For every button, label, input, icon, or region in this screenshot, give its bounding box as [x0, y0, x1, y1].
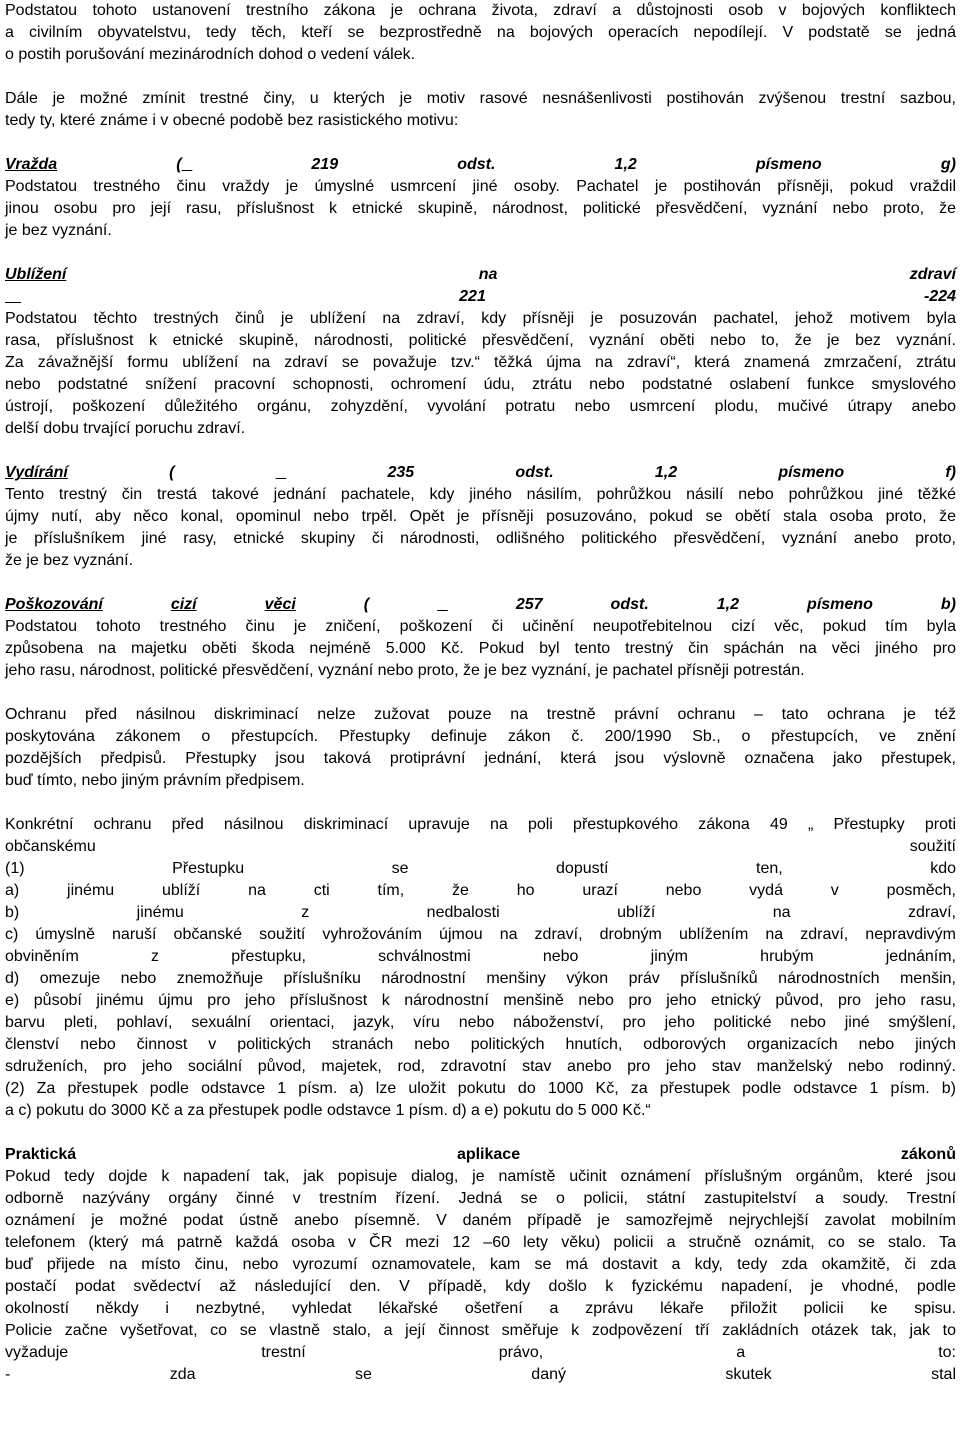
heading-word: 1,2	[614, 156, 637, 173]
section-numbers	[5, 286, 956, 308]
text-line: Podstatou trestného činu vraždy je úmyslné usmrcení jiné osoby. Pachatel je postihován přísněji, pokud vraždil	[5, 178, 956, 195]
dale-paragraph	[5, 88, 956, 132]
section-heading	[5, 154, 956, 176]
text-line: barvu pleti, pohlaví, sexuální orientaci, jazyk, víru nebo náboženství, pro jeho politické nebo jiné smýšlení,	[5, 1014, 956, 1031]
text-line: o postih porušování mezinárodních dohod o vedení válek.	[5, 46, 416, 63]
text-line: občanskému soužití	[5, 838, 956, 855]
text-line: tedy ty, které známe i v obecné podobě bez rasistického motivu:	[5, 112, 459, 129]
text-line: újmy nutí, aby něco konal, opominul nebo trpěl. Opět je přísněji posuzováno, pokud se obětí stala osoba proto, že	[5, 508, 956, 525]
section-number: 221	[459, 288, 486, 305]
text-line: způsobena na majetku oběti škoda nejméně 5.000 Kč. Pokud byl tento trestný čin spáchán na věci jiného pro	[5, 640, 956, 657]
text-line: nebo podstatné snížení pracovní schopnosti, ochromení údu, ztrátu nebo podstatné oslabení funkce smyslového	[5, 376, 956, 393]
text-line: (2) Za přestupek podle odstavce 1 písm. a) lze uložit pokutu do 1000 Kč, za přestupek podle odstavce 1 písm. b)	[5, 1080, 956, 1097]
heading-word: 219	[311, 156, 339, 173]
section-heading	[5, 462, 956, 484]
text-line: Ochranu před násilnou diskriminací nelze zužovat pouze na trestně právní ochranu – tato ochrana je též	[5, 706, 956, 723]
text-line: Podstatou tohoto ustanovení trestního zákona je ochrana života, zdraví a důstojnosti osob v bojových konfliktech	[5, 2, 956, 19]
section-ublizeni	[5, 264, 956, 440]
heading-word: věci	[264, 596, 296, 613]
heading-word: b)	[940, 596, 956, 613]
text-line: Podstatou tohoto trestného činu je zničení, poškození či učinění neupotřebitelnou cizí věc, pokud tím byla	[5, 618, 956, 635]
text-line: Policie začne vyšetřovat, co se vlastně stalo, a její činnost směřuje k zodpovězení tří zakládních otázek tak, jak to	[5, 1322, 956, 1339]
text-line: buď přijede na místo činu, nebo vyrozumí oznamovatele, kam se má dostavit a kdy, tedy zda okamžitě, či zda	[5, 1256, 956, 1273]
text-line: c) úmyslně naruší občanské soužití vyhrožováním újmou na zdraví, drobným ublížením na zdraví, nepravdivým	[5, 926, 956, 943]
text-line: sdruženích, pro jeho sociální původ, majetek, rod, zdravotní stav anebo pro jeho stav manželský nebo rodinný.	[5, 1058, 956, 1075]
heading-word: zdraví	[909, 266, 956, 283]
text-line: Za závažnější formu ublížení na zdraví se považuje tzv.“ těžká újma na zdraví“, která znamená zmrzačení, ztrátu	[5, 354, 956, 371]
section-sign-icon	[437, 594, 448, 616]
heading-word: 1,2	[654, 464, 678, 481]
text-line: je příslušníkem jiné rasy, etnické skupiny či národnosti, odlišného politického přesvědčení, vyznání anebo proto,	[5, 530, 956, 547]
heading-word: 235	[387, 464, 415, 481]
text-line: pozdějších předpisů. Přestupky jsou taková protiprávní jednání, která jsou výslovně označena jako přestupek,	[5, 750, 956, 767]
heading-word: (	[363, 596, 370, 613]
heading-word: Vražda	[5, 156, 58, 173]
section-sign-icon	[182, 154, 193, 176]
heading-word: Praktická	[5, 1146, 77, 1163]
section-number: -224	[923, 288, 956, 305]
text-line: že je bez vyznání.	[5, 552, 134, 569]
heading-word: f)	[945, 464, 956, 481]
text-line: Podstatou těchto trestných činů je ublížení na zdraví, kdy přísněji je posuzován pachatel, jehož motivem byla	[5, 310, 956, 327]
text-line: obviněním z přestupku, schválnostmi nebo jiným hrubým jednáním,	[5, 948, 956, 965]
text-line: (1) Přestupku se dopustí ten, kdo	[5, 860, 956, 877]
text-line: vyžaduje trestní právo, a to:	[5, 1344, 956, 1361]
text-line: poskytována zákonem o přestupcích. Přestupky definuje zákon č. 200/1990 Sb., o přestupcích, ve znění	[5, 728, 956, 745]
text-line: buď tímto, nebo jiným právním předpisem.	[5, 772, 305, 789]
text-line: a civilním obyvatelstvu, tedy těch, kteří se bezprostředně na bojových operacích nepodílejí. V podstatě se jedná	[5, 24, 956, 41]
section-sign-icon	[276, 462, 287, 484]
intro-paragraph	[5, 0, 956, 66]
text-line: odborně nazývány orgány činné v trestním řízení. Jedná se o policii, státní zastupitelství a soudy. Trestní	[5, 1190, 956, 1207]
text-line: jeho rasu, národnost, politické přesvědčení, vyznání nebo proto, že je bez vyznání, je pachatel přísněji potrestán.	[5, 662, 805, 679]
text-line: a c) pokutu do 3000 Kč a za přestupek podle odstavce 1 písm. d) a e) pokutu do 5 000 Kč.“	[5, 1102, 651, 1119]
heading-word: odst.	[610, 596, 649, 613]
text-line: e) působí jinému újmu pro jeho příslušnost k národnostní menšině nebo pro jeho etnický původ, pro jeho rasu,	[5, 992, 956, 1009]
heading-word: cizí	[170, 596, 197, 613]
heading-word: 1,2	[716, 596, 740, 613]
text-line: Konkrétní ochranu před násilnou diskriminací upravuje na poli přestupkového zákona 49 „ Přestupky proti	[5, 816, 956, 833]
text-line: telefonem (který má patrně každá osoba v ČR mezi 12 –60 lety věku) policii a stručně oznámit, co se stalo. Ta	[5, 1234, 956, 1251]
text-line: je bez vyznání.	[5, 222, 112, 239]
heading-word: písmeno	[778, 464, 845, 481]
section-heading	[5, 264, 956, 286]
section-vydirani	[5, 462, 956, 572]
heading-word: 257	[515, 596, 543, 613]
heading-word: Ublížení	[5, 266, 67, 283]
text-line: členství nebo činnost v politických stranách nebo politických hnutích, odborových organizacích nebo jiných	[5, 1036, 956, 1053]
text-line: postačí podat svědectví až následující den. V případě, kdy došlo k fyzickému napadení, je vhodné, podle	[5, 1278, 956, 1295]
text-line: Pokud tedy dojde k napadení tak, jak popisuje dialog, je namístě učinit oznámení příslušným orgánům, které jsou	[5, 1168, 956, 1185]
heading-word: odst.	[515, 464, 554, 481]
heading-word: písmeno	[807, 596, 873, 613]
heading-word: písmeno	[755, 156, 822, 173]
section-prakticka	[5, 1144, 956, 1386]
heading-word: na	[478, 266, 498, 283]
heading-word: aplikace	[456, 1146, 521, 1163]
section-heading	[5, 594, 956, 616]
heading-word: (	[169, 464, 175, 481]
text-line: - zda se daný skutek stal	[5, 1366, 956, 1383]
heading-word: (	[176, 156, 182, 173]
text-line: oznámení je možné podat ústně anebo písemně. V daném případě je samozřejmě nejrychlejší zavolat mobilním	[5, 1212, 956, 1229]
text-line: okolností někdy i nezbytné, vyhledat lékařské ošetření a zprávu lékaře přiložit policii ke spisu.	[5, 1300, 956, 1317]
text-line: ústrojí, poškození důležitého orgánu, zohyzdění, vyvolání potratu nebo usmrcení plodu, mučivé útrapy anebo	[5, 398, 956, 415]
text-line: Dále je možné zmínit trestné činy, u kterých je motiv rasové nesnášenlivosti postihován zvýšenou trestní sazbou,	[5, 90, 956, 107]
konkretni-paragraph	[5, 814, 956, 1122]
heading-word: zákonů	[900, 1146, 956, 1163]
text-line: d) omezuje nebo znemožňuje příslušníku národnostní menšiny výkon práv příslušníků národnostních menšin,	[5, 970, 956, 987]
section-sign-icon	[5, 286, 21, 308]
heading-word: g)	[940, 156, 956, 173]
text-line: jinou osobu pro její rasu, příslušnost k etnické skupině, národnost, politické přesvědčení, vyznání nebo proto, že	[5, 200, 956, 217]
section-vrazda	[5, 154, 956, 242]
heading-word: Vydírání	[5, 464, 68, 481]
text-line: b) jinému z nedbalosti ublíží na zdraví,	[5, 904, 956, 921]
section-poskozovani	[5, 594, 956, 682]
heading-word: Poškozování	[5, 596, 103, 613]
heading-word: odst.	[457, 156, 496, 173]
ochrana-paragraph	[5, 704, 956, 792]
text-line: rasa, příslušnost k etnické skupině, národnosti, politické přesvědčení, vyznání oběti nebo to, že je bez vyznání.	[5, 332, 956, 349]
text-line: a) jinému ublíží na cti tím, že ho urazí nebo vydá v posměch,	[5, 882, 956, 899]
text-line: Tento trestný čin trestá takové jednání pachatele, kdy jiného násilím, pohrůžkou násilí nebo pohrůžkou jiné těžké	[5, 486, 956, 503]
text-line: delší dobu trvající poruchu zdraví.	[5, 420, 246, 437]
section-heading	[5, 1144, 956, 1166]
